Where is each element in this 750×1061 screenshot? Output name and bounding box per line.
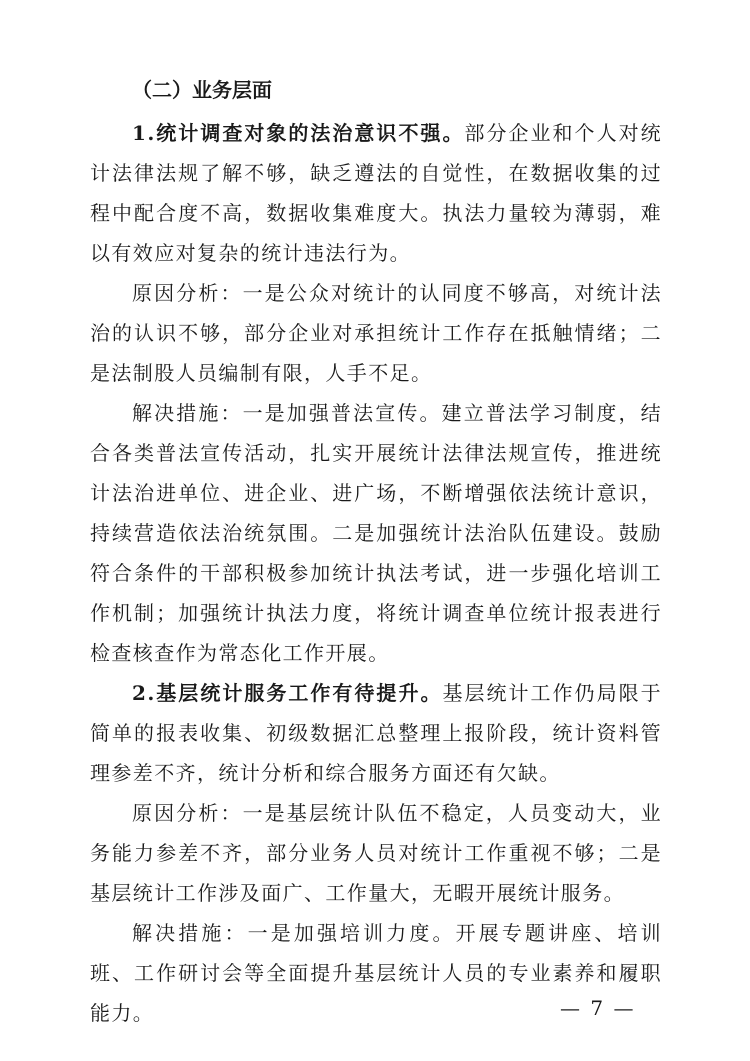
paragraph-4-text: 基层统计工作仍局限于简单的报表收集、初级数据汇总整理上报阶段，统计资料管理参差不齐，统计分析和综合服务方面还有欠缺。 [90,681,662,785]
paragraph-2 [90,273,662,393]
paragraph-6-text: 解决措施：一是加强培训力度。开展专题讲座、培训班、工作研讨会等全面提升基层统计人员的专业素养和履职能力。 [90,921,662,1025]
paragraph-3-text: 解决措施：一是加强普法宣传。建立普法学习制度，结合各类普法宣传活动，扎实开展统计法律法规宣传，推进统计法治进单位、进企业、进广场，不断增强依法统计意识，持续营造依法治统氛围。二是加强统计法治队伍建设。鼓励符合条件的干部积极参加统计执法考试，进一步强化培训工作机制；加强统计执法力度，将统计调查单位统计报表进行检查核查作为常态化工作开展。 [90,401,662,665]
paragraph-1 [90,113,662,273]
paragraph-5-text: 原因分析：一是基层统计队伍不稳定，人员变动大，业务能力参差不齐，部分业务人员对统计工作重视不够；二是基层统计工作涉及面广、工作量大，无暇开展统计服务。 [90,801,662,905]
page-number: — 7 — [560,996,636,1020]
paragraph-4 [90,673,662,793]
paragraph-2-text: 原因分析：一是公众对统计的认同度不够高，对统计法治的认识不够，部分企业对承担统计工作存在抵触情绪；二是法制股人员编制有限，人手不足。 [90,281,662,385]
paragraph-3 [90,393,662,673]
paragraph-1-text: 部分企业和个人对统计法律法规了解不够，缺乏遵法的自觉性，在数据收集的过程中配合度不高，数据收集难度大。执法力量较为薄弱，难以有效应对复杂的统计违法行为。 [90,121,662,265]
paragraph-5 [90,793,662,913]
paragraph-1-lead: 1.统计调查对象的法治意识不强。 [132,121,465,145]
section-heading: （二）业务层面 [132,78,272,102]
document-body [90,72,662,1033]
paragraph-4-lead: 2.基层统计服务工作有待提升。 [132,681,443,705]
